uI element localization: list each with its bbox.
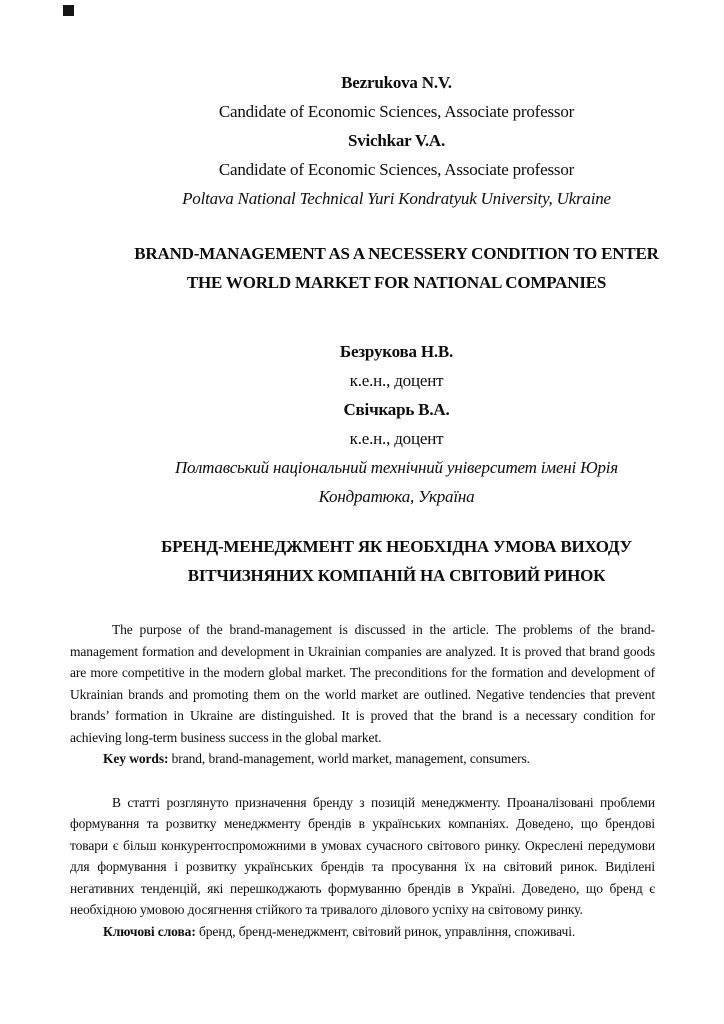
author-role-en-2: Candidate of Economic Sciences, Associate professor — [218, 160, 575, 179]
author-name-uk-1: Безрукова Н.В. — [339, 342, 454, 361]
paper-title-uk — [70, 532, 680, 590]
paper-title-en-line2: THE WORLD MARKET FOR NATIONAL COMPANIES — [186, 273, 607, 292]
paper-title-uk-line2: ВІТЧИЗНЯНИХ КОМПАНІЙ НА СВІТОВИЙ РИНОК — [187, 566, 606, 585]
affiliation-uk-line2: Кондратюка, Україна — [318, 487, 475, 506]
authors-block-uk — [70, 337, 680, 511]
author-name-en-2: Svichkar V.A. — [347, 131, 446, 150]
keywords-uk-list: бренд, бренд-менеджмент, світовий ринок, управління, споживачі. — [195, 923, 576, 939]
author-name-uk-2: Свічкарь В.А. — [343, 400, 450, 419]
author-role-en-1: Candidate of Economic Sciences, Associate professor — [218, 102, 575, 121]
keywords-en-list: brand, brand-management, world market, management, consumers. — [168, 751, 530, 766]
keywords-en-label: Key words: — [103, 751, 169, 766]
paper-title-uk-line1: БРЕНД-МЕНЕДЖМЕНТ ЯК НЕОБХІДНА УМОВА ВИХОДУ — [161, 537, 632, 556]
paper-title-en — [70, 239, 680, 297]
keywords-uk-label: Ключові слова: — [103, 923, 196, 939]
abstract-uk — [70, 792, 655, 943]
scan-artifact-mark — [63, 5, 74, 16]
affiliation-uk-line1: Полтавський національний технічний університет імені Юрія — [174, 458, 618, 477]
author-name-en-1: Bezrukova N.V. — [341, 73, 452, 92]
author-role-uk-1: к.е.н., доцент — [349, 371, 444, 390]
paper-title-en-line1: BRAND-MANAGEMENT AS A NECESSERY CONDITION TO ENTER — [134, 244, 659, 263]
author-role-uk-2: к.е.н., доцент — [349, 429, 444, 448]
abstract-en — [70, 619, 655, 770]
keywords-en — [70, 748, 655, 770]
abstract-uk-text: В статті розглянуто призначення бренду з позицій менеджменту. Проаналізовані проблеми формування та розвитку менеджменту брендів в українських компаніях. Доведено, що брендові товари є більш конкурентоспроможними в умовах сучасного світового ринку. Окреслені передумови для формування і розвитку українських брендів та просування їх на світовий ринок. Виділені негативних тенденцій, які перешкоджають формуванню брендів в Україні. Доведено, що бренд є необхідною умовою досягнення стійкого та тривалого ділового успіху на світовому ринку. — [70, 794, 655, 917]
abstract-en-text: The purpose of the brand-management is discussed in the article. The problems of the brand-management formation and development in Ukrainian companies are analyzed. It is proved that brand goods are more competitive in the modern global market. The preconditions for the formation and development of Ukrainian brands and promoting them on the world market are outlined. Negative tendencies that prevent brands’ formation in Ukraine are distinguished. It is proved that the brand is a necessary condition for achieving long-term business success in the global market. — [70, 622, 655, 745]
authors-block-en — [70, 68, 680, 213]
keywords-uk — [70, 921, 655, 943]
affiliation-en: Poltava National Technical Yuri Kondratyuk University, Ukraine — [182, 189, 611, 208]
